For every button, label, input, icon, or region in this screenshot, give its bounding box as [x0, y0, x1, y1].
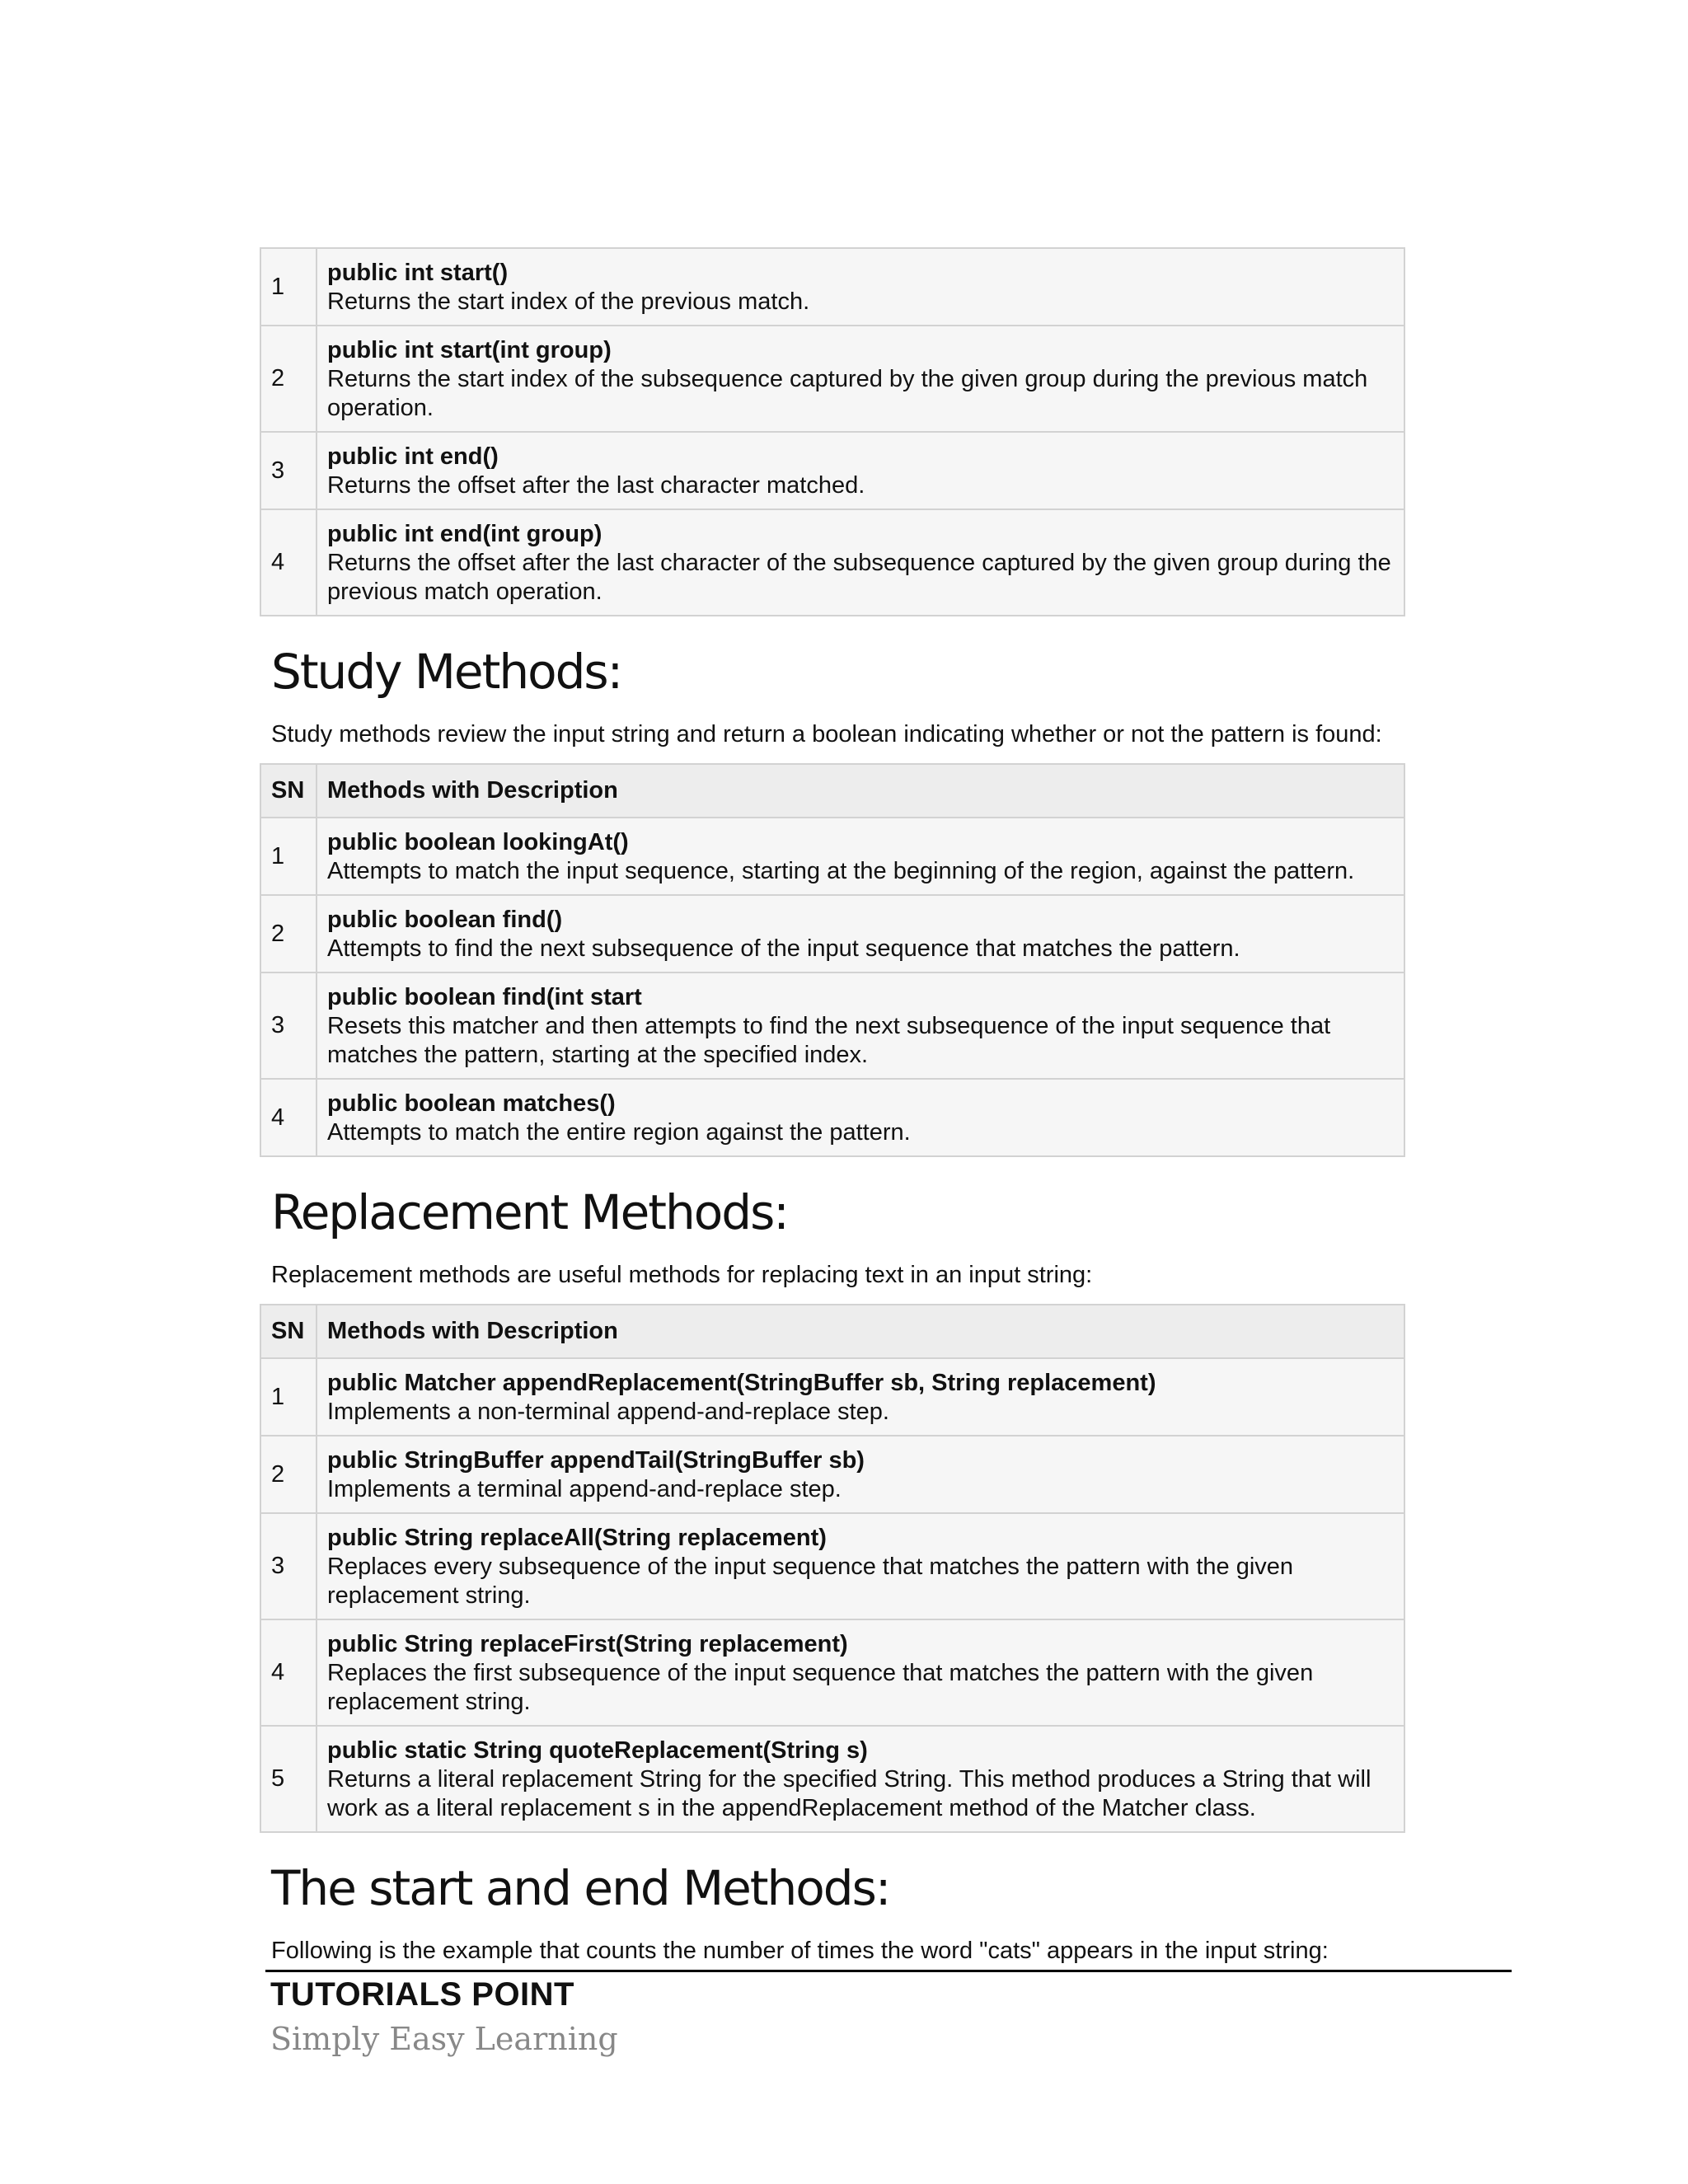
table-row — [260, 432, 1404, 509]
method-description: Returns a literal replacement String for the specified String. This method produces a String that will work as a literal replacement s in the appendReplacement method of the Matcher class. — [327, 1766, 1372, 1821]
study-methods-intro: Study methods review the input string and return a boolean indicating whether or not the pattern is found: — [271, 721, 1382, 748]
row-number: 3 — [260, 432, 316, 509]
method-cell — [316, 1079, 1404, 1156]
method-signature: public boolean lookingAt() — [327, 829, 629, 855]
method-description: Attempts to find the next subsequence of the input sequence that matches the pattern. — [327, 935, 1240, 962]
row-number: 3 — [260, 1513, 316, 1619]
study-methods-heading: Study Methods: — [271, 644, 622, 700]
row-number: 4 — [260, 1079, 316, 1156]
table-row — [260, 1079, 1404, 1156]
method-cell — [316, 1619, 1404, 1726]
row-number: 2 — [260, 326, 316, 432]
replacement-methods-heading: Replacement Methods: — [271, 1184, 788, 1240]
method-cell — [316, 509, 1404, 616]
method-signature: public int start() — [327, 260, 509, 286]
replacement-methods-table — [260, 1304, 1405, 1833]
method-description: Returns the offset after the last character matched. — [327, 472, 865, 499]
row-number: 3 — [260, 972, 316, 1079]
header-methods: Methods with Description — [316, 764, 1404, 818]
method-signature: public int end(int group) — [327, 521, 603, 547]
method-description: Attempts to match the input sequence, starting at the beginning of the region, against the pattern. — [327, 858, 1355, 884]
method-cell — [316, 326, 1404, 432]
footer-tagline: Simply Easy Learning — [270, 2021, 618, 2057]
method-cell — [316, 1726, 1404, 1832]
header-sn: SN — [260, 1305, 316, 1358]
table-row — [260, 895, 1404, 972]
method-signature: public String replaceFirst(String replacement) — [327, 1631, 848, 1657]
table-row — [260, 509, 1404, 616]
method-signature: public int end() — [327, 443, 499, 470]
row-number: 2 — [260, 1436, 316, 1513]
method-cell — [316, 895, 1404, 972]
header-methods: Methods with Description — [316, 1305, 1404, 1358]
method-cell — [316, 1513, 1404, 1619]
table-header-row — [260, 1305, 1404, 1358]
row-number: 1 — [260, 248, 316, 326]
method-cell — [316, 248, 1404, 326]
method-description: Returns the offset after the last character of the subsequence captured by the given group during the previous match operation. — [327, 550, 1391, 605]
table-row — [260, 326, 1404, 432]
method-description: Returns the start index of the subsequence captured by the given group during the previous match operation. — [327, 366, 1368, 421]
table-row — [260, 972, 1404, 1079]
table-row — [260, 818, 1404, 895]
footer-brand: TUTORIALS POINT — [270, 1976, 574, 2013]
method-signature: public StringBuffer appendTail(StringBuffer sb) — [327, 1447, 865, 1474]
method-cell — [316, 1358, 1404, 1436]
method-cell — [316, 818, 1404, 895]
table-row — [260, 1619, 1404, 1726]
row-number: 2 — [260, 895, 316, 972]
method-signature: public Matcher appendReplacement(StringBuffer sb, String replacement) — [327, 1370, 1156, 1396]
row-number: 4 — [260, 1619, 316, 1726]
method-signature: public boolean find(int start — [327, 984, 642, 1010]
row-number: 1 — [260, 1358, 316, 1436]
method-signature: public int start(int group) — [327, 337, 612, 363]
table-row — [260, 1436, 1404, 1513]
row-number: 5 — [260, 1726, 316, 1832]
method-cell — [316, 972, 1404, 1079]
method-signature: public static String quoteReplacement(String s) — [327, 1737, 868, 1764]
method-description: Resets this matcher and then attempts to find the next subsequence of the input sequence that matches the pattern, starting at the specified index. — [327, 1013, 1331, 1068]
study-methods-table — [260, 763, 1405, 1157]
table-row — [260, 1513, 1404, 1619]
row-number: 1 — [260, 818, 316, 895]
method-signature: public String replaceAll(String replacement) — [327, 1525, 827, 1551]
row-number: 4 — [260, 509, 316, 616]
method-description: Implements a non-terminal append-and-replace step. — [327, 1399, 889, 1425]
method-description: Replaces every subsequence of the input sequence that matches the pattern with the given replacement string. — [327, 1554, 1294, 1609]
replacement-methods-intro: Replacement methods are useful methods for replacing text in an input string: — [271, 1262, 1093, 1288]
table-row — [260, 1726, 1404, 1832]
header-sn: SN — [260, 764, 316, 818]
table-header-row — [260, 764, 1404, 818]
method-signature: public boolean matches() — [327, 1090, 616, 1117]
table-row — [260, 1358, 1404, 1436]
page-content — [260, 247, 1405, 1980]
start-end-methods-intro: Following is the example that counts the number of times the word "cats" appears in the input string: — [271, 1938, 1329, 1964]
index-methods-table — [260, 247, 1405, 616]
method-signature: public boolean find() — [327, 907, 563, 933]
start-end-methods-heading: The start and end Methods: — [271, 1860, 890, 1916]
method-description: Attempts to match the entire region against the pattern. — [327, 1119, 911, 1146]
table-row — [260, 248, 1404, 326]
method-description: Implements a terminal append-and-replace step. — [327, 1476, 842, 1502]
method-cell — [316, 432, 1404, 509]
method-description: Returns the start index of the previous match. — [327, 288, 810, 315]
method-cell — [316, 1436, 1404, 1513]
footer-divider — [265, 1970, 1512, 1972]
method-description: Replaces the first subsequence of the input sequence that matches the pattern with the given replacement string. — [327, 1660, 1314, 1715]
